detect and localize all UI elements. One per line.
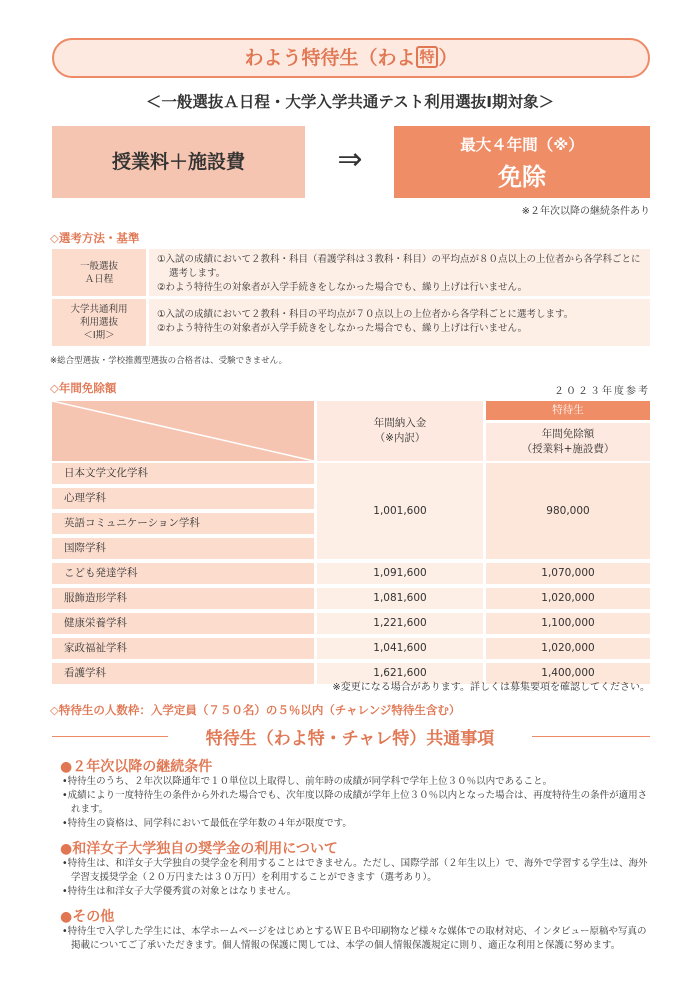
department-cell: 服飾造形学科 [52,588,314,609]
exemption-target-box: 授業料＋施設費 [52,126,305,198]
right-arrow-icon: ⇒ [337,142,363,177]
selection-row-desc [149,249,650,296]
department-cell: 国際学科 [52,538,314,559]
list-item: •特待生は、和洋女子大学独自の奨学金を利用することはできません。ただし、国際学部（２年生以上）で、海外で学習する学生は、海外学習支援奨学金（２０万円または３０万円）を利用することができます（選考あり）。 [62,858,648,883]
title-post: ） [438,47,458,69]
scholarship-bullets [62,857,652,899]
group-exemption-cell: 980,000 [486,463,650,559]
title-boxed-char: 特 [416,46,437,68]
selection-footnote: ※総合型選抜・学校推薦型選抜の合格者は、受験できません。 [50,356,288,366]
label-line: 大学共通利用 [70,304,128,315]
continuation-heading: ●２年次以降の継続条件 [60,759,213,775]
exemption-cell: 1,070,000 [486,563,650,584]
department-cell: 心理学科 [52,488,314,509]
fee-table [52,401,650,679]
department-cell: 日本文学文化学科 [52,463,314,484]
selection-heading: ◇選考方法・基準 [50,231,140,245]
other-bullets [62,925,652,953]
header-exemption-line: （授業料+施設費） [521,443,615,455]
label-line: 利用選抜 [79,317,118,328]
reference-year: ２０２３年度参考 [554,386,650,397]
header-special: 特待生 [486,401,650,420]
selection-row [52,249,650,296]
table-row [52,613,650,634]
desc-line: ②わよう特待生の対象者が入学手続きをしなかった場合でも、繰り上げは行いません。 [157,282,528,293]
selection-table [52,249,650,349]
selection-row-label [52,299,146,346]
exemption-label: 免除 [498,163,546,191]
list-item: •成績により一度特待生の条件から外れた場合でも、次年度以降の成績が学年上位３０％以内となった場合は、再度特待生の条件が適用されます。 [62,790,648,815]
continuation-bullets [62,775,652,831]
scholarship-heading: ●和洋女子大学独自の奨学金の利用について [60,841,338,857]
table-row [52,638,650,659]
payment-cell: 1,081,600 [317,588,483,609]
count-heading: ◇特待生の人数枠：入学定員（７５０名）の５％以内（チャレンジ特待生含む） [50,703,461,717]
diagonal-line [52,401,314,461]
fees-note: ※変更になる場合があります。詳しくは募集要項を確認してください。 [332,682,650,693]
list-item: •特待生のうち、２年次以降通年で１０単位以上取得し、前年時の成績が同学科で学年上位３０％以内であること。 [62,776,553,787]
header-payment-line: 年間納入金 [373,417,427,429]
table-row [52,588,650,609]
fees-heading: ◇年間免除額 [50,381,117,395]
exemption-period: 最大４年間（※） [460,136,584,154]
payment-cell: 1,221,600 [317,613,483,634]
desc-line: ①入試の成績において２教科・科目（看護学科は３教科・科目）の平均点が８０点以上の上位者から各学科ごとに選考します。 [157,254,641,279]
department-cell: こども発達学科 [52,563,314,584]
label-line: ＜Ⅰ期＞ [83,330,115,341]
department-cell: 英語コミュニケーション学科 [52,513,314,534]
table-row [52,563,650,584]
desc-line: ②わよう特待生の対象者が入学手続きをしなかった場合でも、繰り上げは行いません。 [157,323,528,334]
subtitle: ＜一般選抜Ａ日程・大学入学共通テスト利用選抜Ⅰ期対象＞ [145,93,555,111]
fee-table-header [52,401,650,461]
header-payment [317,401,483,461]
header-exemption [486,423,650,461]
header-exemption-line: 年間免除額 [541,428,595,440]
exemption-note: ※２年次以降の継続条件あり [521,206,650,217]
exemption-cell: 1,020,000 [486,588,650,609]
label-line: 一般選抜 [79,260,118,272]
other-heading: ●その他 [60,909,115,925]
list-item: •特待生で入学した学生には、本学ホームページをはじめとするＷＥＢや印刷物など様々な媒体での取材対応、インタビュー原稿や写真の掲載についてご了承いただきます。個人情報の保護に関しては、本学の個人情報保護規定に則り、適正な利用と保護に努めます。 [62,926,647,951]
exemption-cell: 1,400,000 [486,663,650,684]
list-item: •特待生の資格は、同学科において最低在学年数の４年が限度です。 [62,818,352,829]
selection-row-desc [149,299,650,346]
header-payment-line: （※内訳） [374,432,426,444]
common-title: 特待生（わよ特・チャレ特）共通事項 [205,729,495,749]
selection-row-label [52,249,146,296]
payment-cell: 1,621,600 [317,663,483,684]
exemption-cell: 1,100,000 [486,613,650,634]
desc-line: ①入試の成績において２教科・科目の平均点が７０点以上の上位者から各学科ごとに選考します。 [157,309,574,320]
group-payment-cell: 1,001,600 [317,463,483,559]
title-pre: わよう特待生（わよ [244,47,416,69]
page-title [52,38,650,78]
department-cell: 健康栄養学科 [52,613,314,634]
payment-cell: 1,041,600 [317,638,483,659]
payment-cell: 1,091,600 [317,563,483,584]
header-diagonal-cell [52,401,314,461]
label-line: Ａ日程 [84,273,114,285]
exemption-cell: 1,020,000 [486,638,650,659]
list-item: •特待生は和洋女子大学優秀賞の対象とはなりません。 [62,886,297,897]
department-cell: 看護学科 [52,663,314,684]
selection-row [52,299,650,346]
exemption-result-box [394,126,650,198]
department-cell: 家政福祉学科 [52,638,314,659]
